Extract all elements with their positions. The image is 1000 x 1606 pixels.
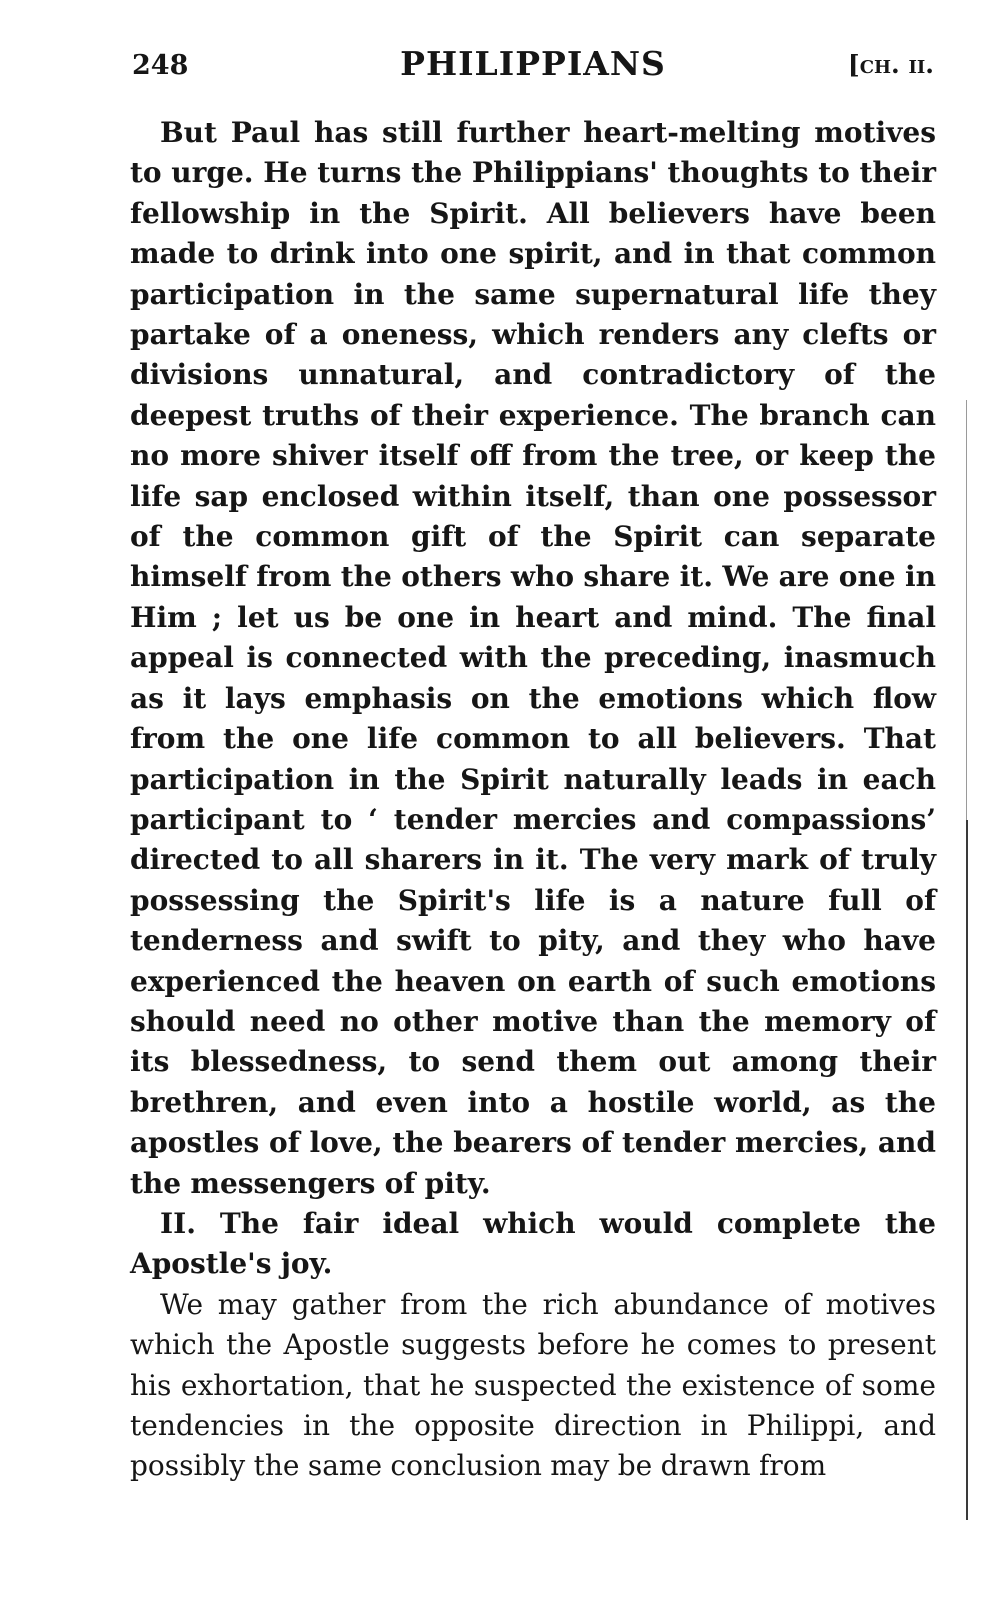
body-text xyxy=(130,113,936,1487)
binding-edge-shadow-lower xyxy=(966,820,968,1520)
binding-edge-shadow-upper xyxy=(966,400,967,820)
paragraph-fellowship-spirit: But Paul has still further heart-melting motives to urge. He turns the Philippians' thoughts to their fellowship in the Spirit. All believers have been made to drink into one spirit, and in that common participation in the same supernatural life they partake of a oneness, which renders any clefts or divisions unnatural, and contradictory of the deepest truths of their experience. The branch can no more shiver itself off from the tree, or keep the life sap enclosed within itself, than one possessor of the common gift of the Spirit can separate himself from the others who share it. We are one in Him ; let us be one in heart and mind. The final appeal is connected with the preceding, inasmuch as it lays emphasis on the emotions which flow from the one life common to all believers. That participation in the Spirit naturally leads in each participant to ‘ tender mercies and compassions’ directed to all sharers in it. The very mark of truly possessing the Spirit's life is a nature full of tenderness and swift to pity, and they who have experienced the heaven on earth of such emotions should need no other motive than the memory of its blessedness, to send them out among their brethren, and even into a hostile world, as the apostles of love, the bearers of tender mercies, and the messengers of pity. xyxy=(130,116,936,1200)
paragraph-section-heading: II. The fair ideal which would complete the Apostle's joy. xyxy=(130,1206,936,1281)
page-header xyxy=(132,44,934,94)
chapter-reference: [ch. ii. xyxy=(847,50,934,79)
paragraph-motives: We may gather from the rich abundance of motives which the Apostle suggests before he comes to present his exhortation, that he suspected the existence of some tendencies in the opposite direction in Philippi, and possibly the same conclusion may be drawn from xyxy=(130,1287,936,1483)
page-number: 248 xyxy=(132,50,189,81)
running-title: PHILIPPIANS xyxy=(400,44,666,83)
